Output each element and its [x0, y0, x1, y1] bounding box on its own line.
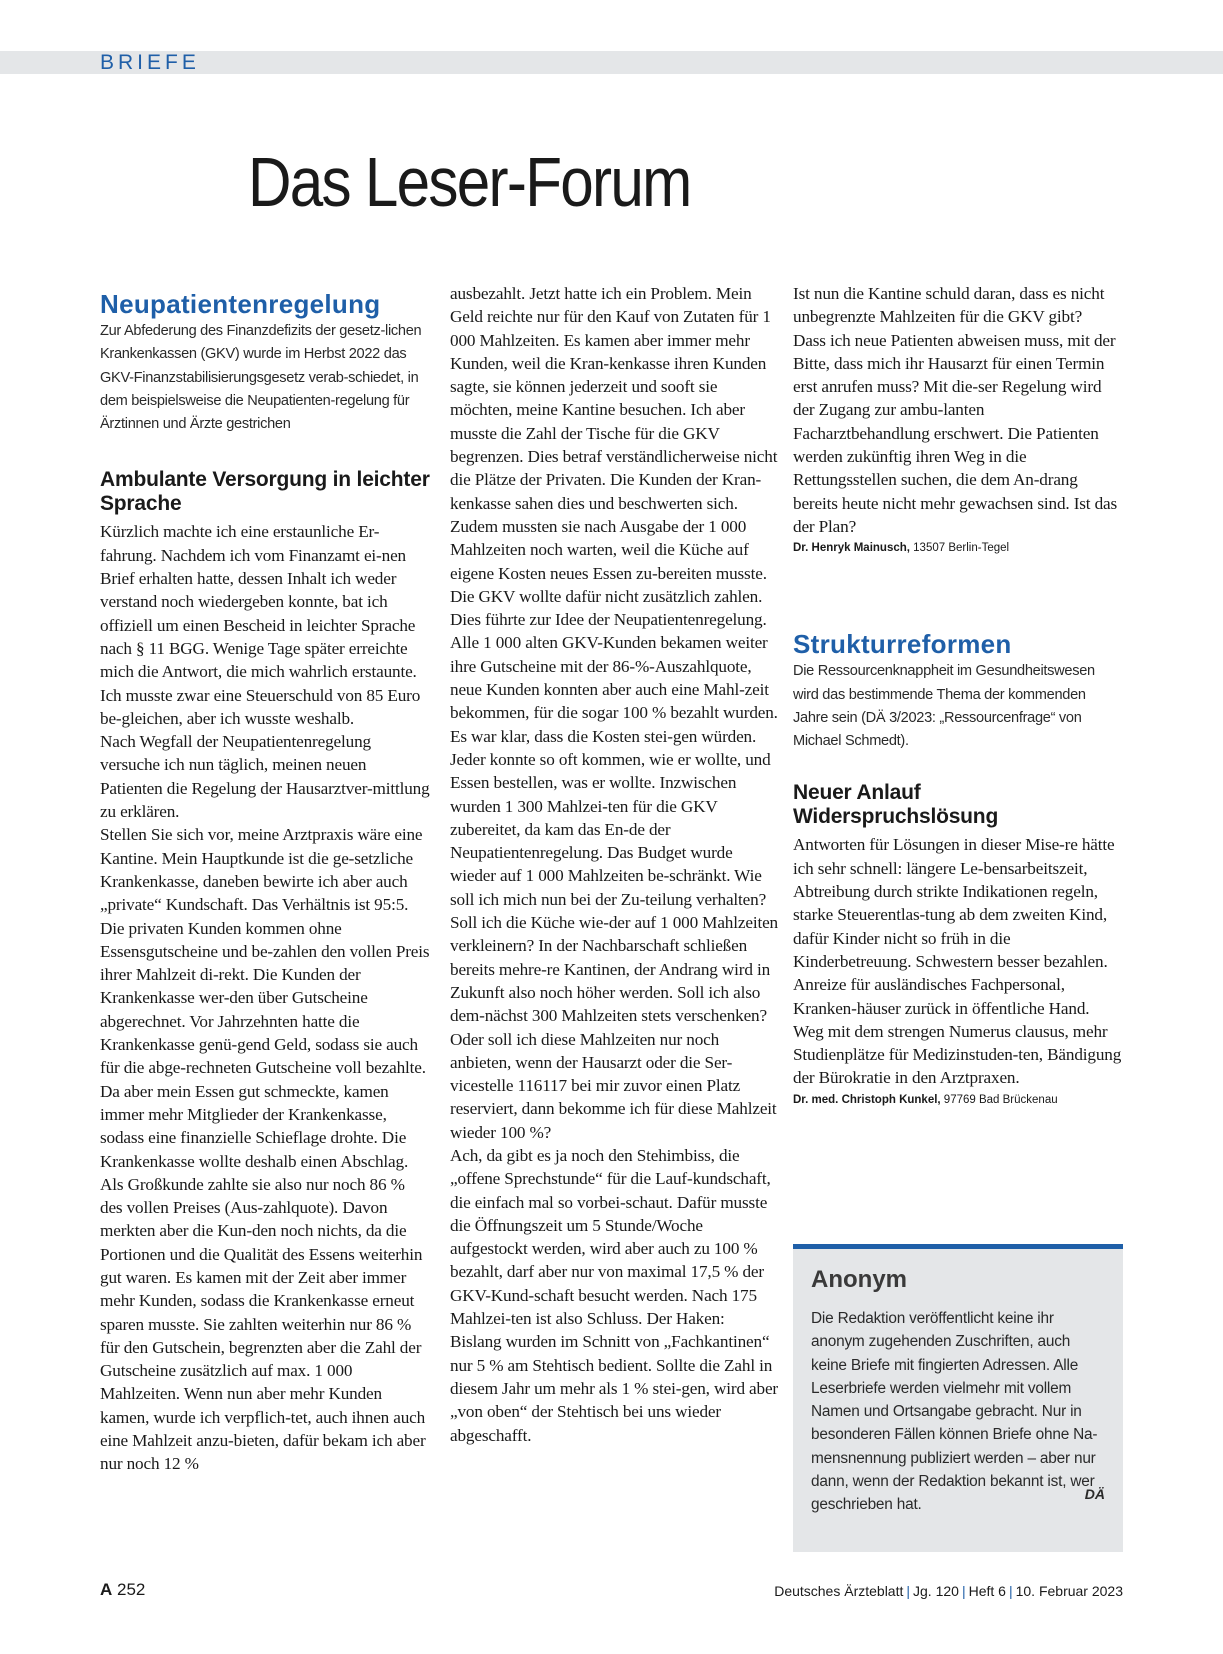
article1-kicker: Neupatientenregelung — [100, 289, 381, 319]
article1-author-name: Dr. Henryk Mainusch, — [793, 542, 910, 555]
article2-signature — [793, 1090, 1123, 1110]
article1-signature — [793, 538, 1123, 558]
article1-body-col1: Kürzlich machte ich eine erstaunliche Er-fahrung. Nachdem ich vom Finanzamt ei-nen Brief erhalten hatte, dessen Inhalt ich weder verstand noch wiedergeben konnte, bat ich offiziell um einen Bescheid in leichter Sprache nach § 11 BGG. Wenige Tage später erreichte mich die Antwort, die mich wahrlich erstaunte. Ich musste zwar eine Steuerschuld von 85 Euro be-gleichen, aber ich wusste weshalb. Nach Wegfall der Neupatientenregelung versuche ich nun täglich, meinen neuen Patienten die Regelung der Hausarztver-mittlung zu erklären. Stellen Sie sich vor, meine Arztpraxis wäre eine Kantine. Mein Hauptkunde ist die ge-setzliche Krankenkasse, daneben bewirte ich aber auch „private“ Kundschaft. Das Verhältnis ist 95:5. Die privaten Kunden kommen ohne Essensgutscheine und be-zahlen den vollen Preis ihrer Mahlzeit di-rekt. Die Kunden der Krankenkasse wer-den über Gutscheine abgerechnet. Vor Jahrzehnten hatte die Krankenkasse genü-gend Geld, sodass sie auch für die abge-rechneten Gutscheine voll bezahlte. Da aber mein Essen gut schmeckte, kamen immer mehr Mitglieder der Krankenkasse, sodass eine finanzielle Schieflage drohte. Die Krankenkasse wollte deshalb einen Abschlag. Als Großkunde zahlte sie also nur noch 86 % des vollen Preises (Aus-zahlquote). Davon merkten aber die Kun-den noch nichts, da die Portionen und die Qualität des Essens weiterhin gut waren. Es kamen mit der Zeit aber immer mehr Kunden, sodass die Krankenkasse erneut sparen musste. Sie zahlten weiterhin nur 86 % für den Gutschein, begrenzten aber die Zahl der Gutscheine zusätzlich auf max. 1 000 Mahlzeiten. Wenn nun aber mehr Kunden kamen, wurde ich verpflich-tet, auch ihnen auch eine Mahlzeit anzu-bieten, dafür bekam ich aber nur noch 12 % — [100, 522, 430, 1474]
article1-body-col2: ausbezahlt. Jetzt hatte ich ein Problem. Mein Geld reichte nur für den Kauf von Zutaten für 1 000 Mahlzeiten. Es kamen aber immer mehr Kunden, weil die Kran-kenkasse ihren Kunden sagte, sie können jederzeit und sooft sie möchten, meine Kantine besuchen. Ich aber musste die Zahl der Tische für die GKV begrenzen. Dies betraf verständlicherweise nicht die Plätze der Privaten. Die Kunden der Kran-kenkasse sahen dies und beschwerten sich. Zudem mussten sie nach Ausgabe der 1 000 Mahlzeiten noch warten, weil die Küche auf eigene Kosten neues Essen zu-bereiten musste. Die GKV wollte dafür nicht zusätzlich zahlen. Dies führte zur Idee der Neupatientenregelung. Alle 1 000 alten GKV-Kunden bekamen weiter ihre Gutscheine mit der 86-%-Auszahlquote, neue Kunden konnten aber auch eine Mahl-zeit bekommen, für die sogar 100 % bezahlt wurden. Es war klar, dass die Kosten stei-gen würden. Jeder konnte so oft kommen, wie er wollte, und Essen bestellen, was er wollte. Inzwischen wurden 1 300 Mahlzei-ten für die GKV zubereitet, da kam das En-de der Neupatientenregelung. Das Budget wurde wieder auf 1 000 Mahlzeiten be-schränkt. Wie soll ich mich nun bei der Zu-teilung verhalten? Soll ich die Küche wie-der auf 1 000 Mahlzeiten verkleinern? In der Nachbarschaft schließen bereits mehre-re Kantinen, der Andrang wird in Zukunft also noch höher werden. Soll ich also dem-nächst 300 Mahlzeiten stets verschenken? Oder soll ich diese Mahlzeiten nur noch anbieten, wenn der Hausarzt oder die Ser-vicestelle 116117 bei mir zuvor einen Platz reserviert, dann bekomme ich für diese Mahlzeit wieder 100 %? Ach, da gibt es ja noch den Stehimbiss, die „offene Sprechstunde“ für die Lauf-kundschaft, die einfach mal so vorbei-schaut. Dafür musste die Öffnungszeit um 5 Stunde/Woche aufgestockt werden, wird aber auch zu 100 % bezahlt, darf aber nur von maximal 17,5 % der GKV-Kund-schaft besucht werden. Nach 175 Mahlzei-ten ist also Schluss. Der Haken: Bislang wurden im Schnitt von „Fachkantinen“ nur 5 % am Stehtisch bedient. Sollte die Zahl in diesem Jahr um mehr als 1 % stei-gen, wird aber „von oben“ der Stehtisch bei uns wieder abgeschafft. — [450, 284, 779, 1445]
infobox-text: Die Redaktion veröffentlicht keine ihr anonym zugehenden Zuschriften, auch keine Briefe mit fingierten Adressen. Alle Leserbriefe werden vielmehr mit vollem Namen und Ortsangabe gebracht. Nur in besonderen Fällen können Briefe ohne Na-mensnennung publiziert werden – aber nur dann, wenn der Redaktion bekannt ist, wer geschrieben hat. — [811, 1310, 1098, 1514]
article1-lede: Zur Abfederung des Finanzdefizits der gesetz-lichen Krankenkassen (GKV) wurde im Herbst 2022 das GKV-Finanzstabilisierungsgesetz verab-schiedet, in dem beispielsweise die Neupatienten-regelung für Ärztinnen und Ärzte gestrichen — [100, 323, 422, 433]
footer-volume: Jg. 120 — [913, 1583, 959, 1599]
page-prefix: A — [100, 1580, 113, 1599]
footer-separator: | — [906, 1583, 911, 1599]
article1-author-place: 13507 Berlin-Tegel — [909, 542, 1010, 555]
footer-separator: | — [961, 1583, 966, 1599]
article1-headline: Ambulante Versorgung in leichter Sprache — [100, 468, 430, 516]
article1-body-col3: Ist nun die Kantine schuld daran, dass es nicht unbegrenzte Mahlzeiten für die GKV gibt? Dass ich neue Patienten abweisen muss, mit der Bitte, dass mich ihr Hausarzt für einen Termin erst anrufen muss? Mit die-ser Regelung wird der Zugang zur ambu-lanten Facharztbehandlung erschwert. Die Patienten werden zukünftig ihren Weg in die Rettungsstellen suchen, die dem An-drang bereits heute nicht mehr gewachsen sind. Ist das der Plan? — [793, 284, 1118, 536]
article2-author-place: 97769 Bad Brückenau — [940, 1093, 1058, 1106]
footer-separator: | — [1008, 1583, 1013, 1599]
article2-lede: Die Ressourcenknappheit im Gesundheitswesen wird das bestimmende Thema der kommenden Jahre sein (DÄ 3/2023: „Ressourcenfrage“ von Michael Schmedt). — [793, 663, 1095, 750]
infobox-sign: DÄ — [1084, 1486, 1105, 1502]
section-label: BRIEFE — [100, 51, 200, 74]
article2-author-name: Dr. med. Christoph Kunkel, — [793, 1093, 941, 1106]
article2-body: Antworten für Lösungen in dieser Mise-re hätte ich sehr schnell: längere Le-bensarbeitszeit, Abtreibung durch strikte Indikationen regeln, starke Steuerentlas-tung ab dem zweiten Kind, dafür Kinder nicht so früh in die Kinderbetreuung. Schwestern besser bezahlen. Anreize für ausländisches Fachpersonal, Kranken-häuser zurück in öffentliche Hand. Weg mit dem strengen Numerus clausus, mehr Studienplätze für Medizinstuden-ten, Bändigung der Bürokratie in den Arztpraxen. — [793, 835, 1122, 1088]
page-number-value: 252 — [117, 1580, 146, 1599]
article2-kicker: Strukturreformen — [793, 629, 1012, 660]
anonym-infobox — [793, 1244, 1123, 1552]
article2-headline: Neuer Anlauf Widerspruchslösung — [793, 781, 999, 829]
column-1 — [100, 288, 430, 1476]
infobox-title: Anonym — [811, 1266, 907, 1293]
footer-date: 10. Februar 2023 — [1015, 1583, 1123, 1599]
page-title: Das Leser-Forum — [248, 143, 691, 221]
page-number — [100, 1580, 145, 1600]
column-3 — [793, 284, 1123, 1110]
footer-journal: Deutsches Ärzteblatt — [774, 1583, 904, 1599]
footer-issue: Heft 6 — [968, 1583, 1006, 1599]
column-2 — [450, 284, 780, 1447]
footer-citation — [774, 1583, 1123, 1599]
